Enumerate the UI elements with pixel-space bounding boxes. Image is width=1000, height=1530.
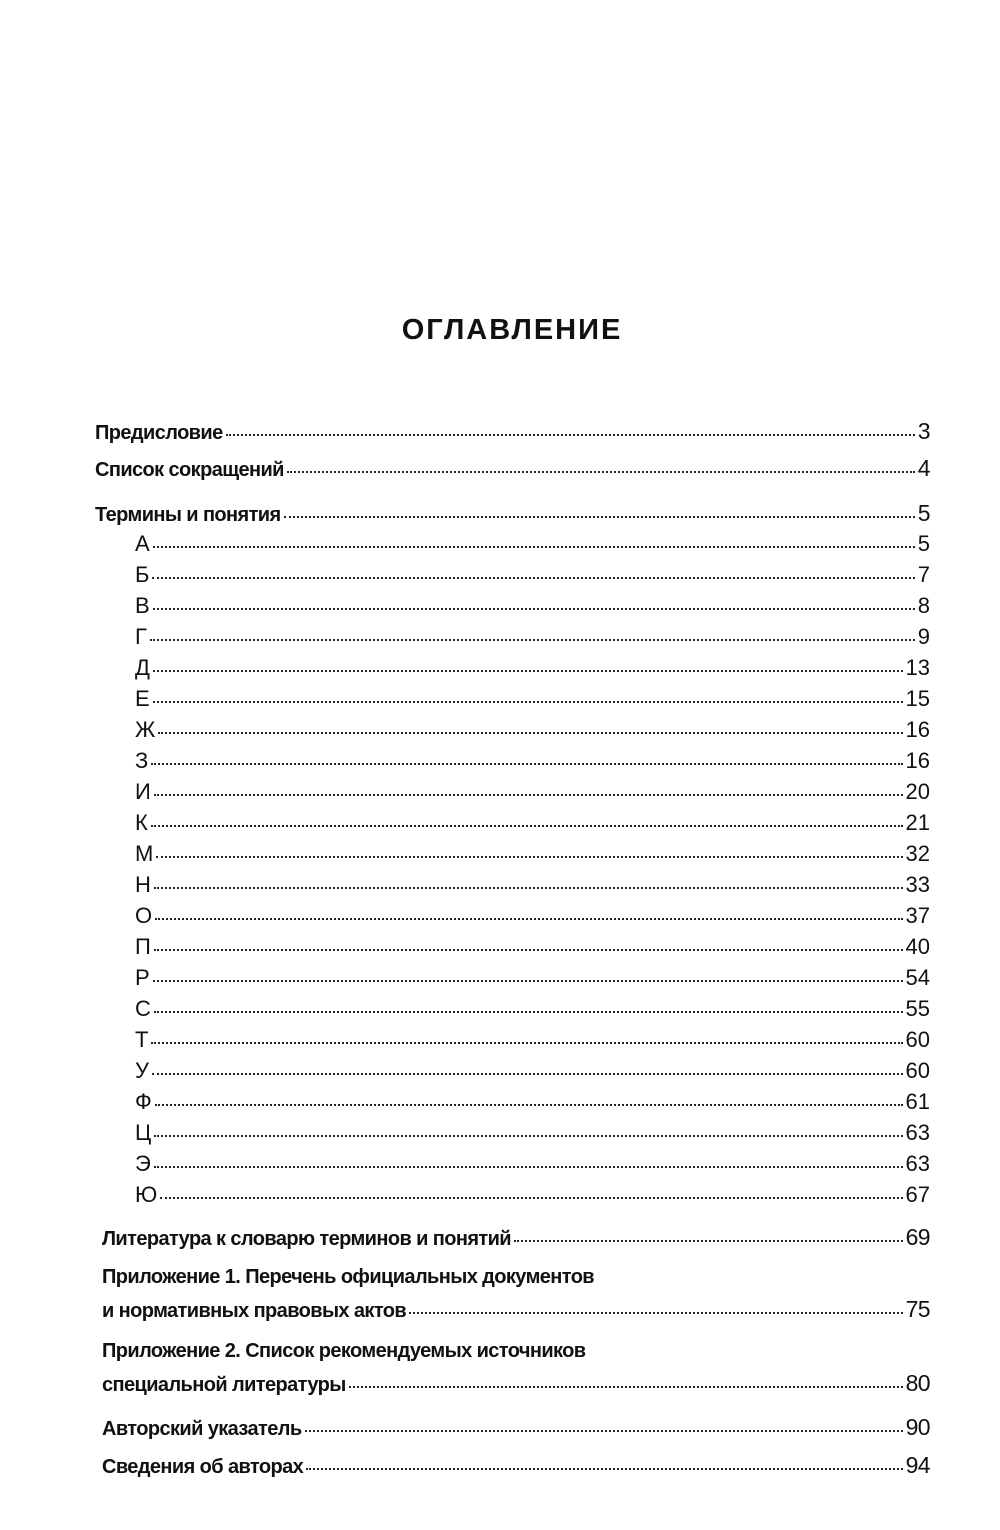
dot-leader: [153, 546, 915, 548]
toc-entry[interactable]: [95, 455, 930, 482]
toc-entry-label: М: [135, 841, 154, 866]
dot-leader: [151, 763, 902, 765]
toc-entry[interactable]: [102, 1414, 930, 1441]
toc-entry[interactable]: [102, 1370, 930, 1397]
dot-leader: [155, 1104, 903, 1106]
dot-leader: [158, 732, 902, 734]
toc-entry[interactable]: [135, 779, 930, 805]
toc-entry[interactable]: [135, 562, 930, 588]
toc-entry-label: Предисловие: [95, 422, 223, 444]
toc-entry[interactable]: [102, 1296, 930, 1323]
toc-entry[interactable]: [95, 418, 930, 445]
dot-leader: [284, 516, 915, 518]
toc-entry[interactable]: [102, 1452, 930, 1479]
toc-entry[interactable]: [135, 810, 930, 836]
toc-page-number: 16: [905, 748, 930, 773]
dot-leader: [153, 701, 903, 703]
dot-leader: [155, 918, 902, 920]
toc-entry[interactable]: [135, 593, 930, 619]
dot-leader: [226, 434, 915, 436]
toc-entry-label: Ж: [135, 717, 156, 742]
dot-leader: [153, 670, 903, 672]
toc-entry-label: Б: [135, 562, 150, 587]
dot-leader: [151, 1042, 902, 1044]
dot-leader: [153, 980, 903, 982]
toc-page-number: 94: [905, 1452, 930, 1478]
toc-entry[interactable]: [135, 1182, 930, 1208]
toc-page-number: 40: [905, 934, 930, 959]
dot-leader: [154, 794, 903, 796]
dot-leader: [160, 1197, 902, 1199]
toc-entry[interactable]: [135, 841, 930, 867]
toc-entry[interactable]: [102, 1224, 930, 1251]
toc-entry-label: Е: [135, 686, 150, 711]
toc-entry[interactable]: [135, 717, 930, 743]
toc-entry-label: И: [135, 779, 151, 804]
toc-entry[interactable]: [135, 1027, 930, 1053]
toc-page-number: 20: [905, 779, 930, 804]
toc-page-number: 13: [905, 655, 930, 680]
toc-entry-label: Т: [135, 1027, 149, 1052]
toc-entry-label: Ф: [135, 1089, 152, 1114]
dot-leader: [153, 608, 915, 610]
toc-entry-label: Авторский указатель: [102, 1418, 302, 1440]
toc-page-number: 63: [905, 1120, 930, 1145]
toc-page-number: 67: [905, 1182, 930, 1207]
toc-entry-label: К: [135, 810, 148, 835]
toc-page-number: 61: [905, 1089, 930, 1114]
toc-entry[interactable]: [95, 500, 930, 527]
toc-entry[interactable]: [135, 903, 930, 929]
toc-entry-label: С: [135, 996, 151, 1021]
toc-page-number: 8: [917, 593, 930, 618]
toc-entry-label: Ю: [135, 1182, 158, 1207]
toc-entry-label: З: [135, 748, 149, 773]
toc-page-number: 9: [917, 624, 930, 649]
toc-entry-first-line: Приложение 1. Перечень официальных документов: [102, 1266, 595, 1288]
dot-leader: [287, 471, 915, 473]
toc-page-number: 37: [905, 903, 930, 928]
dot-leader: [150, 639, 915, 641]
toc-entry[interactable]: [135, 1120, 930, 1146]
toc-entry-label: В: [135, 593, 150, 618]
toc-page-number: 69: [905, 1224, 930, 1250]
toc-entry[interactable]: [135, 1151, 930, 1177]
toc-entry-label: П: [135, 934, 151, 959]
toc-page-number: 54: [905, 965, 930, 990]
toc-page-number: 80: [905, 1370, 930, 1396]
dot-leader: [305, 1430, 903, 1432]
toc-page-number: 5: [917, 500, 930, 526]
toc-page-number: 4: [917, 455, 930, 481]
toc-entry[interactable]: [135, 872, 930, 898]
toc-page-number: 7: [917, 562, 930, 587]
toc-entry[interactable]: [135, 655, 930, 681]
dot-leader: [154, 1166, 903, 1168]
toc-entry[interactable]: [135, 531, 930, 557]
dot-leader: [151, 825, 903, 827]
toc-entry-label: Литература к словарю терминов и понятий: [102, 1228, 511, 1250]
toc-page-number: 3: [917, 418, 930, 444]
toc-entry-label: Д: [135, 655, 150, 680]
toc-page-number: 32: [905, 841, 930, 866]
toc-entry[interactable]: [135, 686, 930, 712]
toc-entry-label: У: [135, 1058, 149, 1083]
toc-page-number: 33: [905, 872, 930, 897]
toc-entry-label: Г: [135, 624, 147, 649]
toc-entry-label: Н: [135, 872, 151, 897]
toc-entry[interactable]: [135, 748, 930, 774]
toc-entry-label: Термины и понятия: [95, 504, 281, 526]
toc-page-number: 60: [905, 1058, 930, 1083]
toc-entry-label: О: [135, 903, 153, 928]
toc-entry[interactable]: [135, 1089, 930, 1115]
dot-leader: [154, 887, 903, 889]
toc-page-number: 90: [905, 1414, 930, 1440]
toc-page-number: 16: [905, 717, 930, 742]
toc-entry-label: А: [135, 531, 150, 556]
toc-entry-label: Список сокращений: [95, 459, 284, 481]
toc-entry-label: Ц: [135, 1120, 152, 1145]
toc-entry[interactable]: [135, 1058, 930, 1084]
toc-entry[interactable]: [135, 624, 930, 650]
toc-page-number: 21: [905, 810, 930, 835]
toc-entry-first-line: Приложение 2. Список рекомендуемых источников: [102, 1340, 586, 1362]
dot-leader: [154, 949, 903, 951]
dot-leader: [154, 1135, 902, 1137]
toc-entry[interactable]: [135, 996, 930, 1022]
toc-entry-label: Р: [135, 965, 150, 990]
toc-entry[interactable]: [135, 965, 930, 991]
page-title: ОГЛАВЛЕНИЕ: [401, 314, 623, 346]
dot-leader: [409, 1312, 903, 1314]
toc-page-number: 75: [905, 1296, 930, 1322]
dot-leader: [154, 1011, 903, 1013]
toc-page-number: 60: [905, 1027, 930, 1052]
toc-entry[interactable]: [135, 934, 930, 960]
toc-page-number: 5: [917, 531, 930, 556]
dot-leader: [156, 856, 902, 858]
dot-leader: [306, 1468, 902, 1470]
dot-leader: [349, 1386, 903, 1388]
toc-page-number: 15: [905, 686, 930, 711]
dot-leader: [152, 577, 914, 579]
toc-page-number: 55: [905, 996, 930, 1021]
toc-page-number: 63: [905, 1151, 930, 1176]
toc-entry-label: и нормативных правовых актов: [102, 1300, 407, 1322]
dot-leader: [514, 1240, 903, 1242]
dot-leader: [152, 1073, 903, 1075]
toc-entry-label: Сведения об авторах: [102, 1456, 304, 1478]
toc-entry-label: Э: [135, 1151, 151, 1176]
toc-entry-label: специальной литературы: [102, 1374, 346, 1396]
